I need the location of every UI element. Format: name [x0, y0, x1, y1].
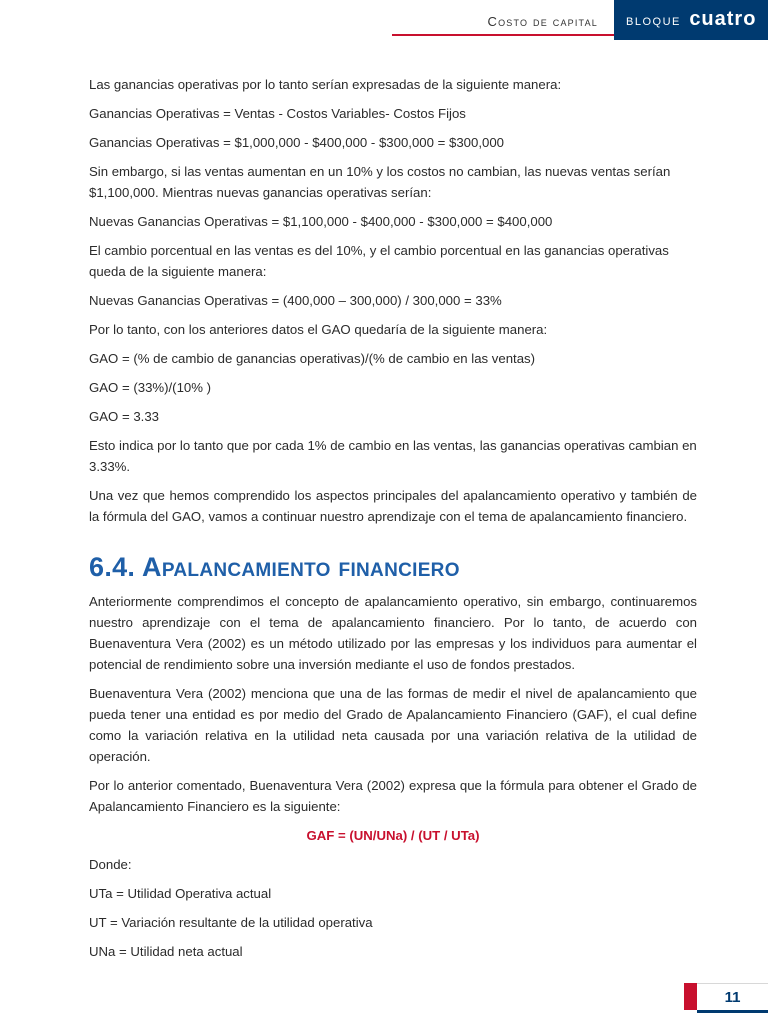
paragraph: Anteriormente comprendimos el concepto de apalancamiento operativo, sin embargo, continuaremos nuestro aprendizaje con el tema de apalancamiento financiero. Por lo tanto, de acuerdo con Buenaventura Vera (2002) es un método utilizado por las empresas y los individuos para aumentar el potencial de rendimiento sobre una inversión mediante el uso de fondos prestados.: [89, 594, 697, 672]
section-title: 6.4. Apalancamiento financiero: [89, 552, 460, 582]
page-number-accent: [684, 983, 697, 1010]
header-rule: [392, 34, 614, 36]
definition-item: UTa = Utilidad Operativa actual: [89, 886, 272, 901]
definition-item: UT = Variación resultante de la utilidad operativa: [89, 915, 373, 930]
paragraph: Sin embargo, si las ventas aumentan en un 10% y los costos no cambian, las nuevas ventas serían $1,100,000. Mientras nuevas ganancias operativas serían:: [89, 164, 671, 200]
gaf-formula: GAF = (UN/UNa) / (UT / UTa): [306, 828, 480, 843]
paragraph: Una vez que hemos comprendido los aspectos principales del apalancamiento operativo y también de la fórmula del GAO, vamos a continuar nuestro aprendizaje con el tema de apalancamiento financiero.: [89, 488, 697, 524]
paragraph: Buenaventura Vera (2002) menciona que una de las formas de medir el nivel de apalancamiento que pueda tener una entidad es por medio del Grado de Apalancamiento Financiero (GAF), el cual define como la variación relativa en la utilidad neta causada por una variación relativa de la utilidad de operación.: [89, 686, 697, 764]
definition-item: UNa = Utilidad neta actual: [89, 944, 243, 959]
definition-item: Donde:: [89, 857, 132, 872]
running-header-title: Costo de capital: [487, 14, 598, 29]
paragraph: Nuevas Ganancias Operativas = $1,100,000 - $400,000 - $300,000 = $400,000: [89, 214, 553, 229]
paragraph: GAO = (33%)/(10% ): [89, 380, 212, 395]
block-tab-lead: BLOQUE: [626, 16, 681, 28]
paragraph: GAO = (% de cambio de ganancias operativas)/(% de cambio en las ventas): [89, 351, 536, 366]
page-number-underline: [697, 1010, 768, 1013]
paragraph: Por lo anterior comentado, Buenaventura Vera (2002) expresa que la fórmula para obtener el Grado de Apalancamiento Financiero es la siguiente:: [89, 778, 697, 814]
paragraph: Ganancias Operativas = $1,000,000 - $400,000 - $300,000 = $300,000: [89, 135, 504, 150]
paragraph: Por lo tanto, con los anteriores datos el GAO quedaría de la siguiente manera:: [89, 322, 548, 337]
block-tab-number: cuatro: [689, 8, 757, 30]
paragraph: El cambio porcentual en las ventas es del 10%, y el cambio porcentual en las ganancias operativas queda de la siguiente manera:: [89, 243, 669, 279]
paragraph: GAO = 3.33: [89, 409, 160, 424]
paragraph: Nuevas Ganancias Operativas = (400,000 – 300,000) / 300,000 = 33%: [89, 293, 502, 308]
paragraph: Esto indica por lo tanto que por cada 1% de cambio en las ventas, las ganancias operativas cambian en 3.33%.: [89, 438, 697, 474]
paragraph: Las ganancias operativas por lo tanto serían expresadas de la siguiente manera:: [89, 77, 562, 92]
page-content: [89, 74, 697, 970]
page-number: 11: [697, 983, 768, 1010]
paragraph: Ganancias Operativas = Ventas - Costos Variables- Costos Fijos: [89, 106, 466, 121]
block-tab: [614, 0, 768, 40]
